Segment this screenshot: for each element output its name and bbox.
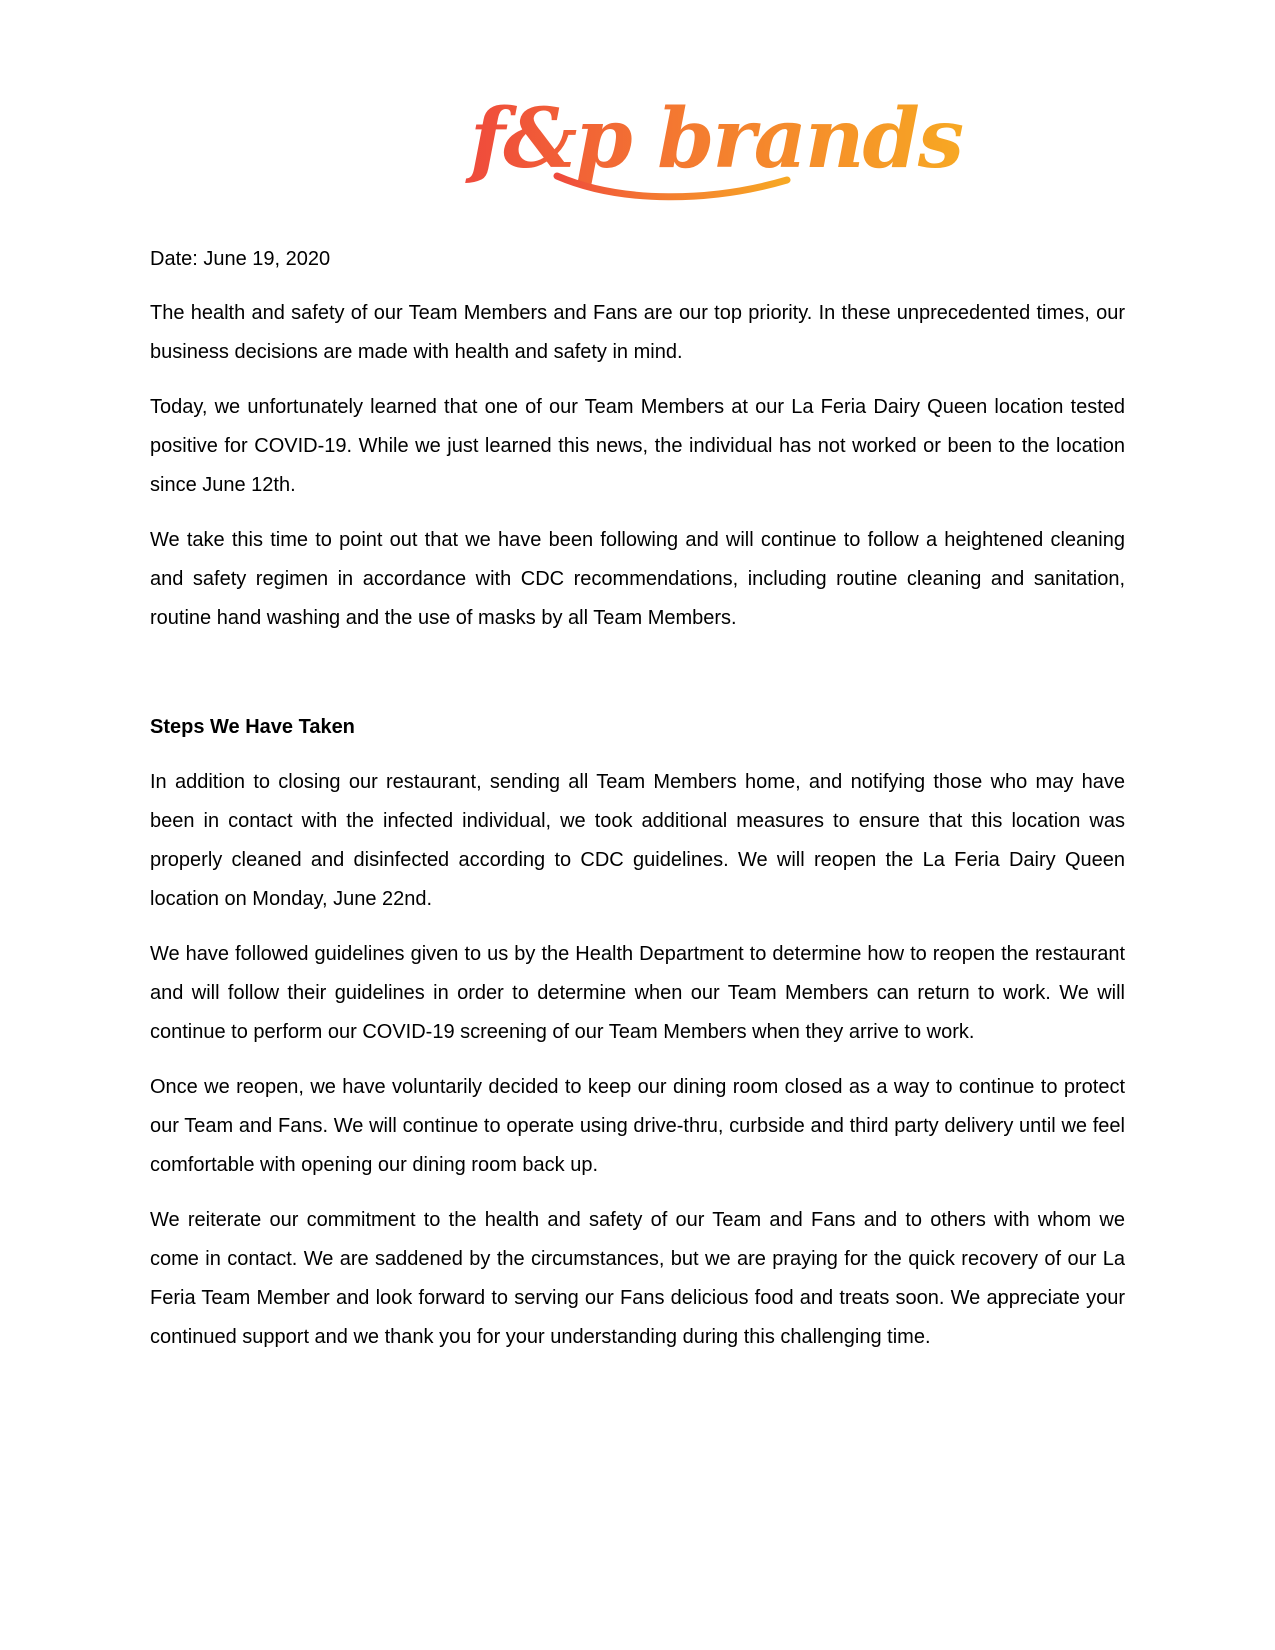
svg-text:f&p brands: f&p brands (470, 91, 962, 187)
paragraph-dining-room: Once we reopen, we have voluntarily decided to keep our dining room closed as a way to continue to protect our Team and Fans. We will continue to operate using drive-thru, curbside and third party delivery until we feel comfortable with opening our dining room back up. (150, 1076, 1125, 1176)
paragraph-priority: The health and safety of our Team Members and Fans are our top priority. In these unprecedented times, our business decisions are made with health and safety in mind. (150, 302, 1125, 363)
paragraph-cleaning-regimen: We take this time to point out that we have been following and will continue to follow a heightened cleaning and safety regimen in accordance with CDC recommendations, including routine cleaning and sanitation, routine hand washing and the use of masks by all Team Members. (150, 529, 1125, 629)
paragraph-positive-case: Today, we unfortunately learned that one of our Team Members at our La Feria Dairy Queen location tested positive for COVID-19. While we just learned this news, the individual has not worked or been to the location since June 12th. (150, 396, 1125, 496)
paragraph-steps-taken: In addition to closing our restaurant, sending all Team Members home, and notifying those who may have been in contact with the infected individual, we took additional measures to ensure that this location was properly cleaned and disinfected according to CDC guidelines. We will reopen the La Feria Dairy Queen location on Monday, June 22nd. (150, 771, 1125, 910)
fp-brands-logo (462, 72, 962, 208)
paragraph-commitment: We reiterate our commitment to the health and safety of our Team and Fans and to others with whom we come in contact. We are saddened by the circumstances, but we are praying for the quick recovery of our La Feria Team Member and look forward to serving our Fans delicious food and treats soon. We appreciate your continued support and we thank you for your understanding during this challenging time. (150, 1209, 1125, 1348)
paragraph-health-department: We have followed guidelines given to us by the Health Department to determine how to reopen the restaurant and will follow their guidelines in order to determine when our Team Members can return to work. We will continue to perform our COVID-19 screening of our Team Members when they arrive to work. (150, 943, 1125, 1043)
section-heading: Steps We Have Taken (150, 716, 355, 738)
letter-date: Date: June 19, 2020 (150, 248, 331, 270)
letter-body (150, 240, 1125, 1373)
fp-brands-logo-icon (462, 72, 962, 208)
